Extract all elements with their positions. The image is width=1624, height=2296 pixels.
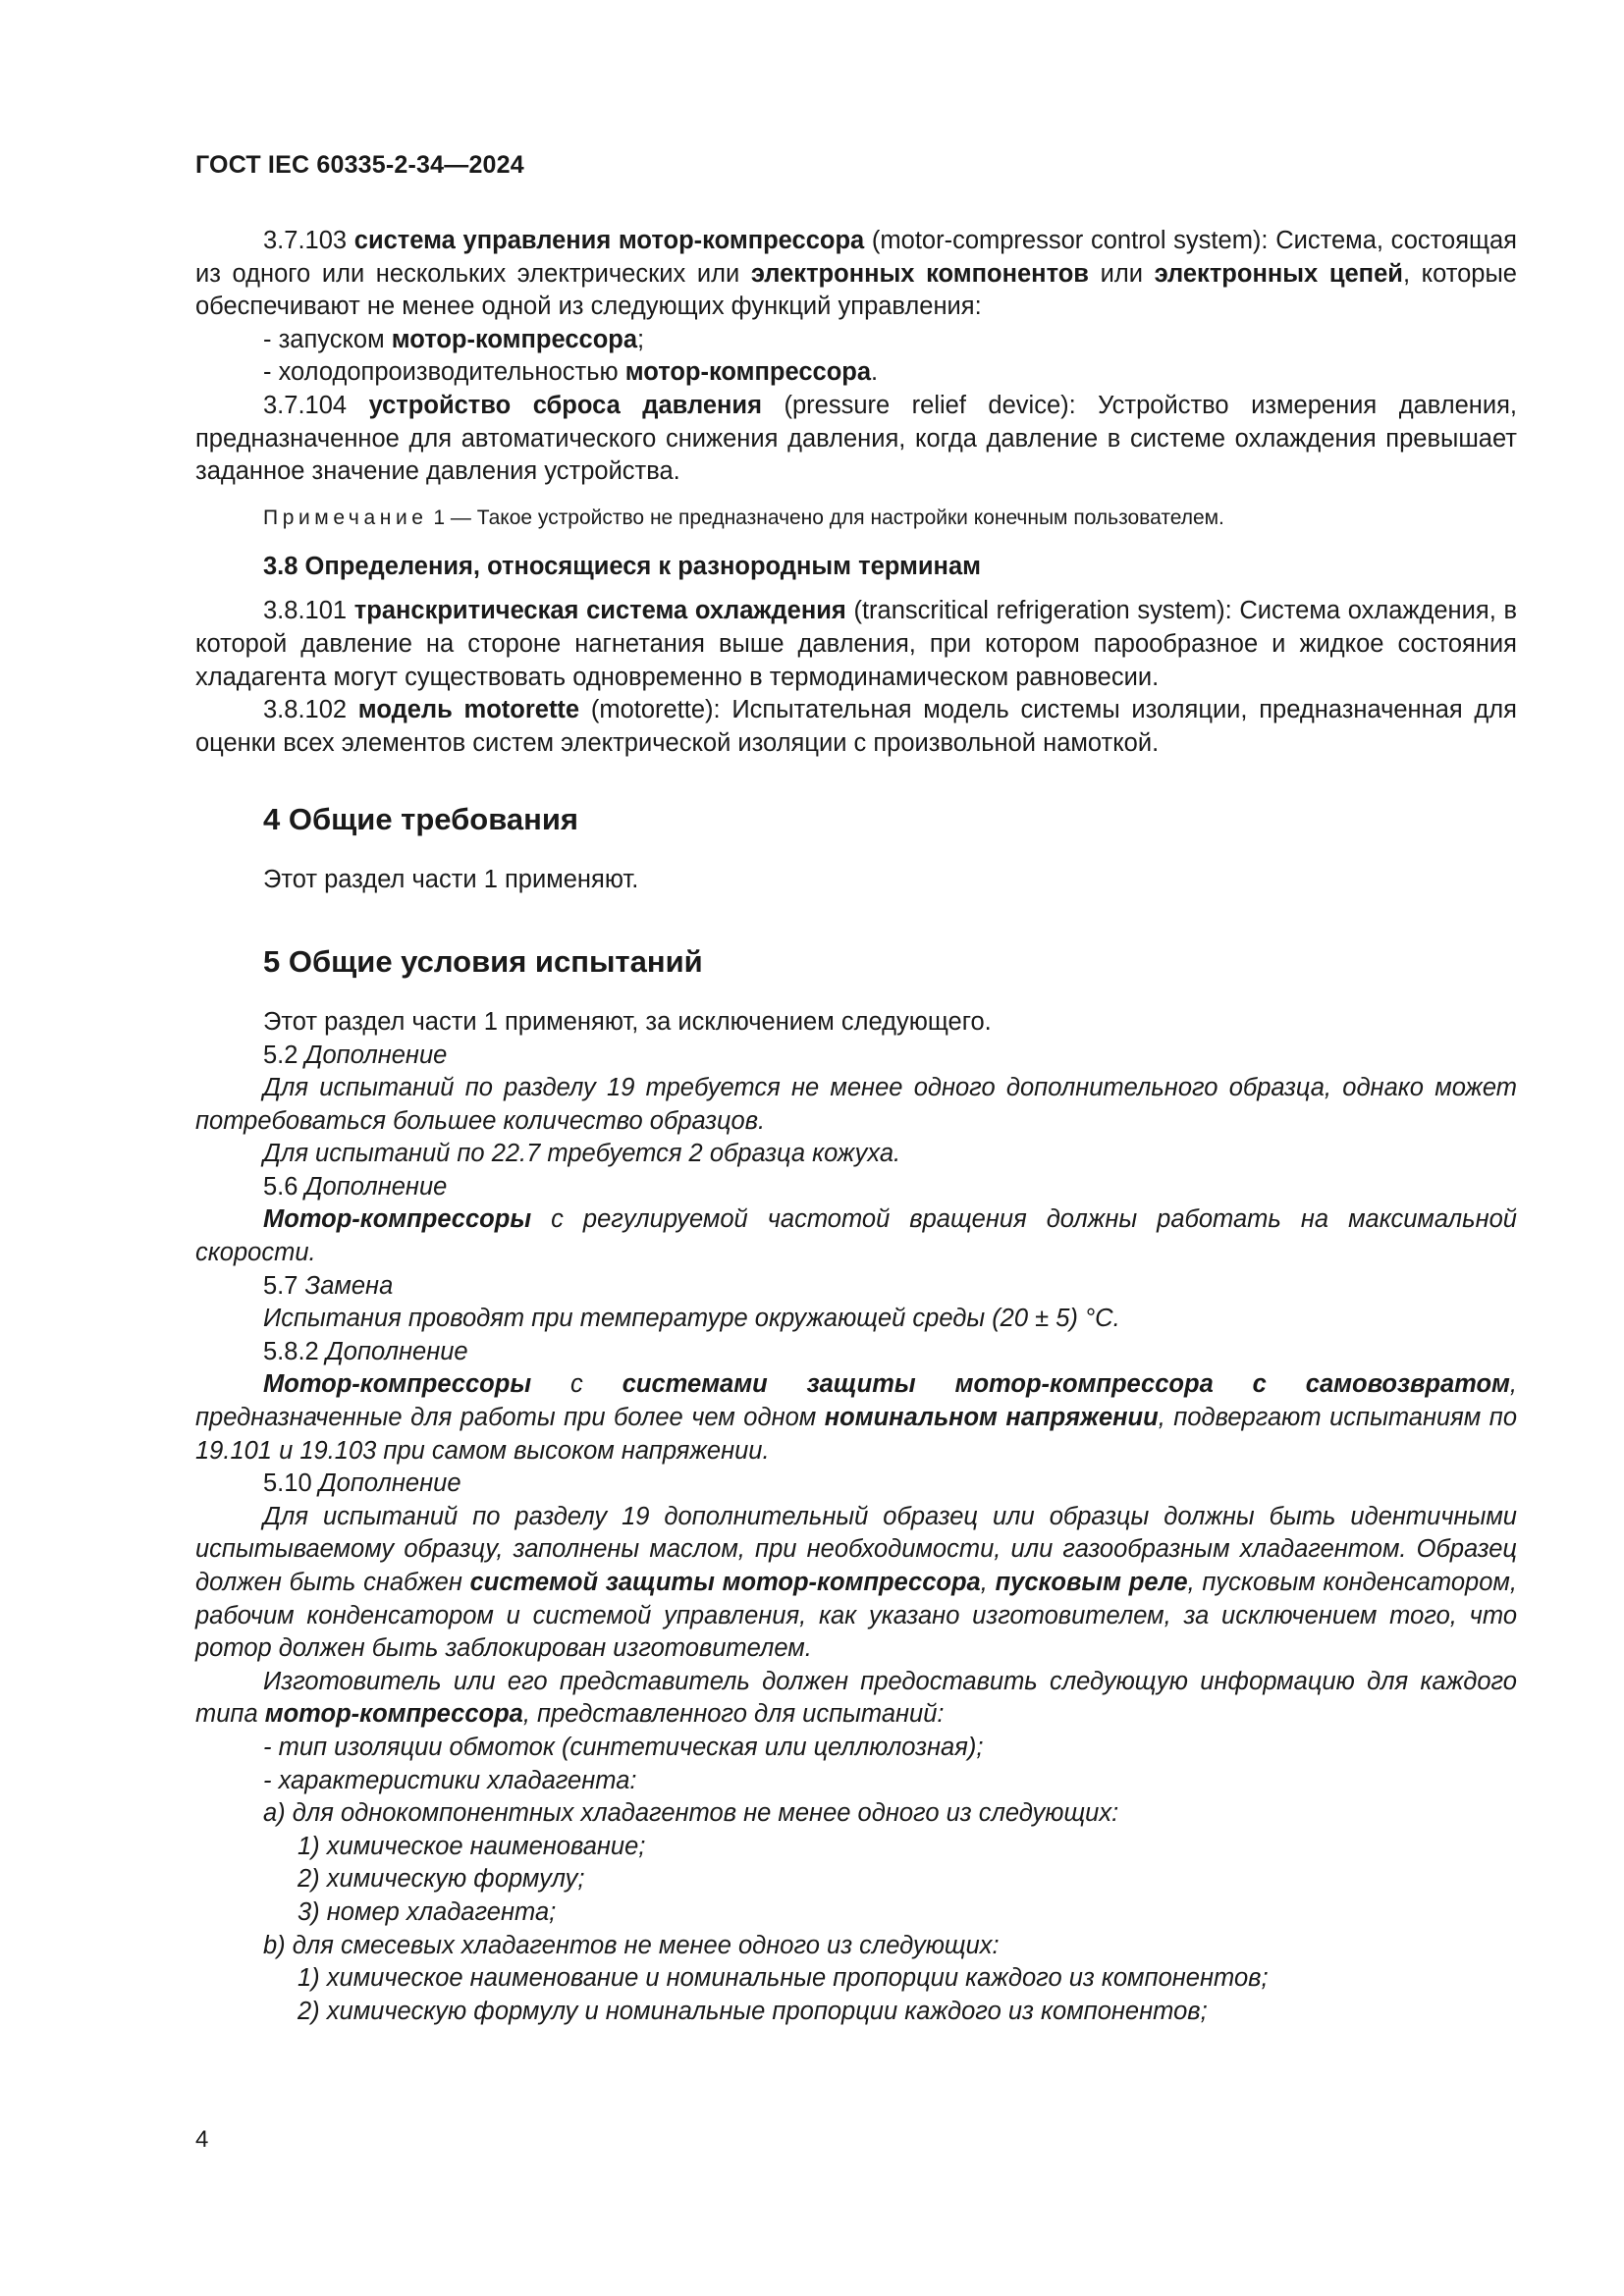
clause-type: Дополнение: [318, 1469, 461, 1498]
clause-type: Замена: [304, 1271, 394, 1300]
paragraph-text: , пусковым конденсатором, рабочим конденсатором и системой управления, как указано изготовителем, за исключением того, что ротор должен быть заблокирован изготовителем.: [195, 1569, 1517, 1663]
list-subitem: 1) химическое наименование;: [298, 1832, 646, 1860]
clause-5-2-paragraph: Для испытаний по 22.7 требуется 2 образца кожуха.: [263, 1140, 901, 1168]
clause-number: 3.7.104: [263, 391, 369, 419]
paragraph-text: с: [531, 1370, 623, 1399]
definition-text: (transcritical refrigeration system): Система охлаждения, в которой давление на стороне нагнетания выше давления, при котором парообразное и жидкое состояния хладагента могут существовать одновременно в термодинамическом равновесии.: [195, 597, 1518, 691]
list-item: [195, 324, 1517, 357]
list-item: - тип изоляции обмоток (синтетическая или целлюлозная);: [263, 1733, 984, 1761]
clause-number: 5.6: [263, 1172, 305, 1201]
subsection-heading-3-8: 3.8 Определения, относящиеся к разнородным терминам: [263, 552, 981, 580]
paragraph-text: с регулируемой частотой вращения должны работать на максимальной скорости.: [195, 1205, 1517, 1267]
note-label: Примечание: [263, 506, 428, 529]
list-item: - характеристики хладагента:: [263, 1766, 637, 1794]
bold-term: системой защиты мотор-компрессора: [469, 1569, 981, 1596]
list-subitem: 2) химическую формулу;: [298, 1865, 585, 1894]
paragraph-text: , подвергают испытаниям по 19.101 и 19.103 при самом высоком напряжении.: [195, 1404, 1517, 1465]
defined-term: устройство сброса давления: [368, 391, 762, 419]
definition-text: , которые обеспечивают не менее одной из следующих функций управления:: [195, 259, 1517, 321]
list-subitem: 1) химическое наименование и номинальные пропорции каждого из компонентов;: [298, 1964, 1269, 1993]
clause-5-7-paragraph: Испытания проводят при температуре окружающей среды (20 ± 5) °С.: [263, 1305, 1120, 1333]
clause-5-7-label: [195, 1270, 1517, 1304]
clause-number: 5.10: [263, 1469, 319, 1498]
clause-number: 3.7.103: [263, 227, 354, 254]
defined-term: система управления мотор-компрессора: [353, 227, 865, 254]
clause-number: 3.8.101: [263, 597, 354, 625]
defined-term: транскритическая система охлаждения: [353, 597, 846, 625]
list-text: .: [871, 358, 879, 387]
defined-term: модель motorette: [357, 696, 580, 724]
section-heading-4: 4 Общие требования: [263, 802, 578, 837]
bold-term: номинальном напряжении: [824, 1404, 1159, 1432]
bold-term: пусковым реле: [995, 1569, 1188, 1596]
list-item-a: a) для однокомпонентных хладагентов не менее одного из следующих:: [263, 1799, 1119, 1828]
clause-type: Дополнение: [304, 1172, 448, 1201]
paragraph-text: Для испытаний по разделу 19 дополнительный образец или образцы должны быть идентичными испытываемому образцу, заполнены маслом, при необходимости, или газообразным хладагентом. Образец должен быть снабжен: [195, 1502, 1517, 1596]
clause-5-8-2-label: [195, 1336, 1517, 1369]
list-subitem: 2) химическую формулу и номинальные пропорции каждого из компонентов;: [298, 1997, 1208, 2025]
document-header: ГОСТ IEC 60335-2-34—2024: [195, 151, 524, 179]
clause-number: 5.2: [263, 1041, 305, 1069]
clause-5-6-paragraph: [195, 1203, 1517, 1269]
definition-3-8-101: [195, 595, 1517, 694]
section-heading-5: 5 Общие условия испытаний: [263, 943, 703, 979]
bold-term: электронных компонентов: [750, 259, 1089, 288]
clause-5-2-paragraph: Для испытаний по разделу 19 требуется не менее одного дополнительного образца, однако может потребоваться большее количество образцов.: [195, 1074, 1517, 1135]
definition-3-7-103: [195, 225, 1517, 324]
bold-term: системами защиты мотор-компрессора с самовозвратом: [622, 1370, 1510, 1399]
clause-number: 3.8.102: [263, 696, 358, 724]
bold-term: Мотор-компрессоры: [263, 1370, 532, 1399]
list-text: - холодопроизводительностью: [263, 358, 625, 387]
list-text: - запуском: [263, 325, 392, 353]
definition-text: или: [1088, 259, 1155, 288]
definition-text: (motorette): Испытательная модель системы изоляции, предназначенная для оценки всех элементов систем электрической изоляции с произвольной намоткой.: [195, 696, 1517, 757]
note: [195, 502, 1517, 534]
bold-term: мотор-компрессора: [264, 1700, 523, 1729]
clause-5-6-label: [195, 1171, 1517, 1204]
clause-5-10-paragraph: [195, 1501, 1517, 1666]
definition-text: (pressure relief device): Устройство измерения давления, предназначенное для автоматического снижения давления, когда давление в системе охлаждения превышает заданное значение давления устройства.: [195, 391, 1518, 486]
clause-5-8-2-paragraph: [195, 1368, 1517, 1468]
bold-term: Мотор-компрессоры: [263, 1205, 532, 1234]
clause-5-10-paragraph: [195, 1666, 1517, 1732]
bold-term: мотор-компрессора: [391, 325, 638, 353]
list-subitem: 3) номер хладагента;: [298, 1897, 557, 1926]
list-text: ;: [637, 325, 645, 353]
paragraph-text: , представленного для испытаний:: [522, 1700, 945, 1729]
list-item-b: b) для смесевых хладагентов не менее одного из следующих:: [263, 1931, 1000, 1959]
clause-type: Дополнение: [304, 1041, 448, 1069]
bold-term: мотор-компрессора: [624, 358, 872, 387]
clause-type: Дополнение: [325, 1337, 468, 1365]
clause-number: 5.8.2: [263, 1337, 326, 1365]
definition-3-7-104: [195, 390, 1517, 489]
paragraph-text: Изготовитель или его представитель должен предоставить следующую информацию для каждого типа: [195, 1667, 1517, 1729]
section-5-intro: Этот раздел части 1 применяют, за исключением следующего.: [263, 1007, 992, 1036]
clause-5-2-label: [195, 1040, 1517, 1073]
paragraph-text: ,: [980, 1569, 996, 1596]
section-4-text: Этот раздел части 1 применяют.: [263, 866, 639, 894]
definition-text: (motor-compressor control system): Система, состоящая из одного или нескольких электрических или: [195, 227, 1517, 288]
list-item: [195, 356, 1517, 390]
clause-5-10-label: [195, 1468, 1517, 1501]
note-text: 1 — Такое устройство не предназначено для настройки конечным пользователем.: [427, 506, 1224, 529]
paragraph-text: , предназначенные для работы при более чем одном: [195, 1370, 1517, 1432]
page-content: [195, 225, 1517, 2028]
definition-3-8-102: [195, 694, 1517, 760]
clause-number: 5.7: [263, 1271, 305, 1300]
bold-term: электронных цепей: [1154, 259, 1403, 288]
page-number: 4: [195, 2126, 209, 2153]
